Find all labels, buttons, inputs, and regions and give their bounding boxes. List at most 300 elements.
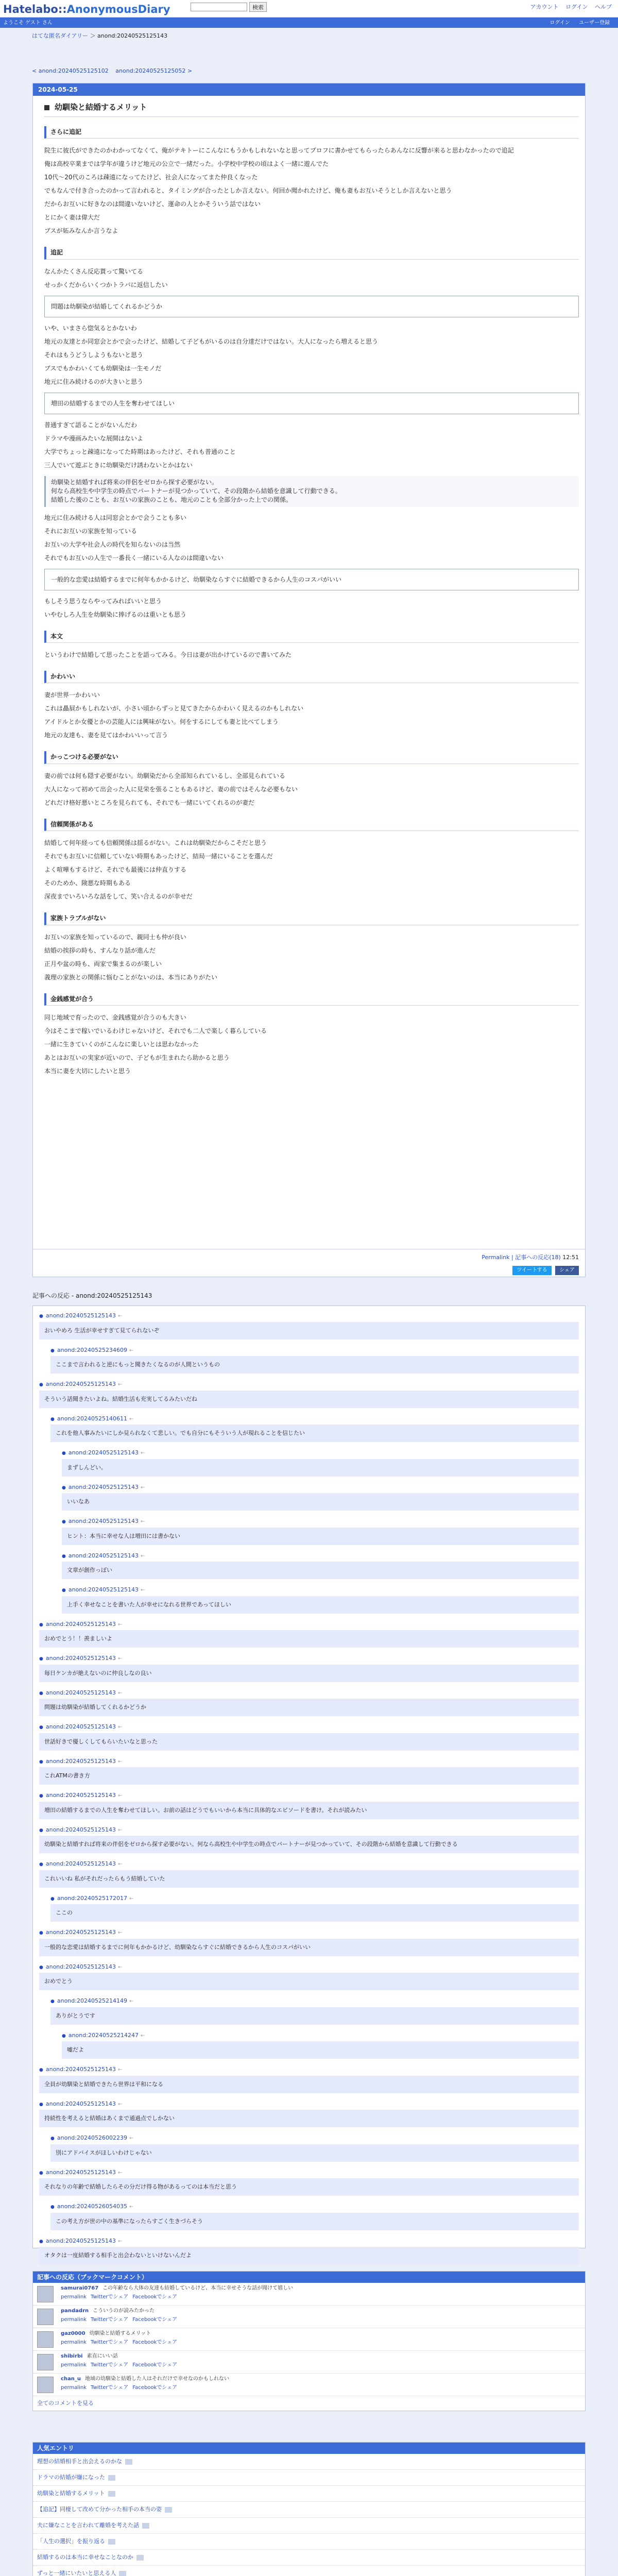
response-node <box>62 1517 579 1545</box>
section-heading: 追記 <box>44 247 579 259</box>
responses-tree <box>32 1306 586 2259</box>
bookmark-meta-link[interactable]: permalink <box>61 2316 87 2323</box>
response-text: これを他人事みたいにしか見られなくて悲しい。でも自分にもそういう人が現れることを信じたい <box>50 1425 579 1442</box>
response-id-link[interactable]: ● anond:20240525125143 <box>62 1552 139 1559</box>
response-header <box>39 1757 579 1766</box>
entry-article <box>32 83 586 1277</box>
entry-list-item <box>33 2486 585 2502</box>
quote-line: 増田の結婚するまでの人生を奪わせてほしい <box>51 399 175 407</box>
bookmark-user[interactable]: chan_u <box>61 2376 81 2382</box>
response-node <box>39 1962 579 1991</box>
bookmark-user[interactable]: gaz0000 <box>61 2331 85 2336</box>
bookmark-count-icon[interactable] <box>108 2539 115 2545</box>
response-header <box>50 1894 579 1903</box>
response-node <box>50 1414 579 1443</box>
responses-section <box>32 1292 586 2259</box>
response-header <box>62 2031 579 2040</box>
nav-account[interactable]: アカウント <box>530 4 559 10</box>
response-text: おめでとう！！羨ましいよ <box>39 1630 579 1648</box>
body-line: とにかく妻は偉大だ <box>44 214 100 222</box>
response-id-link[interactable]: ● anond:20240525125143 <box>39 2066 116 2073</box>
body-line: 地元に住み続けるのが大きいと思う <box>44 378 144 385</box>
body-line: でもなんで付き合ったのかって言われると、タイミングが合ったとしか言えない。何回か聞かれたけど、俺も妻もお互いそうとしか言えないと思う <box>44 187 452 195</box>
response-header <box>39 1654 579 1663</box>
bookmark-count-icon[interactable] <box>108 2475 115 2481</box>
body-line: ブスが妬みなんか言うなよ <box>44 227 118 235</box>
popular-list <box>33 2454 585 2576</box>
response-text: 上手く幸せなことを書いた人が幸せになれる世界であってほしい <box>62 1596 579 1614</box>
response-node <box>39 1757 579 1785</box>
reply-arrow-icon[interactable]: ← <box>117 1690 123 1696</box>
bookmark-comment: 素直にいい話 <box>87 2353 118 2359</box>
body-line: これは贔屓かもしれないが、小さい頃からずっと見てきたからかわいく見えるのかもしれない <box>44 705 304 713</box>
reply-arrow-icon[interactable]: ← <box>140 1587 145 1594</box>
search-button[interactable]: 検索 <box>249 2 267 12</box>
entry-list-item <box>33 2534 585 2550</box>
response-header <box>50 1346 579 1355</box>
response-header <box>39 1311 579 1320</box>
response-id-link[interactable]: ● anond:20240525125143 <box>39 1929 116 1936</box>
reply-arrow-icon[interactable]: ← <box>117 1964 123 1970</box>
response-node <box>39 1928 579 1956</box>
header-nav <box>525 3 612 11</box>
response-text: 嘘だよ <box>62 2041 579 2059</box>
section-heading: 家族トラブルがない <box>44 912 579 925</box>
note-box <box>44 476 579 507</box>
bookmark-meta-link[interactable]: Twitterでシェア <box>91 2294 129 2300</box>
bookmark-meta-link[interactable]: Facebookでシェア <box>132 2339 178 2345</box>
response-text: ここまで言われると逆にもっと聞きたくなるのが人間というもの <box>50 1356 579 1374</box>
response-header <box>39 1825 579 1835</box>
entry-list-link[interactable]: 「人生の選択」を振り返る <box>37 2538 105 2545</box>
response-node <box>39 2099 579 2128</box>
response-header <box>62 1448 579 1458</box>
bookmark-meta <box>61 2362 581 2369</box>
body-line: 10代〜20代のころは疎遠になってたけど、社会人になってまた仲良くなった <box>44 174 258 181</box>
reply-arrow-icon[interactable]: ← <box>117 2067 123 2073</box>
entry-list-link[interactable]: ドラマの結婚が嫌になった <box>37 2474 105 2481</box>
response-text: ありがとうです <box>50 2007 579 2025</box>
sub-header-bar <box>0 18 618 28</box>
entry-list-link[interactable]: 結婚するのは本当に幸せなことなのか <box>37 2554 133 2561</box>
response-text: 持続性を考えると結婚はあくまで通過点でしかない <box>39 2110 579 2127</box>
response-id-link[interactable]: ● anond:20240526002239 <box>50 2134 127 2141</box>
response-id-link[interactable]: ● anond:20240525172017 <box>50 1895 127 1902</box>
body-line: 深夜までいろいろな話をして、笑い合えるのが幸せだ <box>44 893 193 901</box>
bookmark-user[interactable]: pandadrn <box>61 2308 89 2314</box>
response-header <box>50 1414 579 1423</box>
body-line: よく喧嘩もするけど、それでも最後には仲直りする <box>44 866 187 874</box>
response-id-link[interactable]: ● anond:20240525125143 <box>39 2238 116 2244</box>
bookmark-item <box>33 2351 585 2374</box>
response-id-link[interactable]: ● anond:20240525125143 <box>39 1723 116 1730</box>
body-line: 結婚して何年経っても信頼関係は揺るがない。これは幼馴染だからこそだと思う <box>44 839 267 847</box>
reply-arrow-icon[interactable]: ← <box>117 1793 123 1799</box>
body-line: なんかたくさん反応貰って驚いてる <box>44 267 144 275</box>
body-line: 地元に住み続ける人は同窓会とかで会うことも多い <box>44 514 187 521</box>
response-header <box>62 1551 579 1561</box>
bookmark-count-icon[interactable] <box>108 2491 115 2497</box>
body-line: それにお互いの家族を知っている <box>44 527 138 535</box>
response-node <box>62 2031 579 2059</box>
entry-date: 2024-05-25 <box>33 83 585 96</box>
response-node <box>62 1448 579 1477</box>
site-logo[interactable] <box>3 2 170 17</box>
response-id-link[interactable]: ● anond:20240525125143 <box>39 2169 116 2176</box>
response-node <box>39 1311 579 1340</box>
response-text: 全員が幼馴染と結婚できたら世界は平和になる <box>39 2076 579 2093</box>
prev-entry-link[interactable]: < anond:20240525125102 <box>32 67 109 74</box>
response-id-link[interactable]: ● anond:20240525125143 <box>39 1758 116 1765</box>
body-line: 大人になって初めて出会った人に見栄を張ることもあるけど、妻の前ではそんな必要もない <box>44 785 298 793</box>
response-text: それなりの年齢で結婚したらその分だけ得る物があるってのは本当だと思う <box>39 2178 579 2196</box>
body-line: ドラマや漫画みたいな展開はないよ <box>44 434 144 442</box>
response-id-link[interactable]: ● anond:20240525125143 <box>62 1484 139 1490</box>
response-node <box>39 1620 579 1648</box>
body-line: 妻の前では何も隠す必要がない。幼馴染だから全部知られているし、全部見られている <box>44 772 286 779</box>
avatar[interactable] <box>37 2286 54 2302</box>
response-header <box>39 1791 579 1800</box>
reply-arrow-icon[interactable]: ← <box>117 1656 123 1662</box>
response-node <box>39 1859 579 1888</box>
entry-list-item <box>33 2550 585 2566</box>
body-line: 妻が世界一かわいい <box>44 691 100 699</box>
bookmark-comment: 幼馴染と結婚するメリット <box>89 2331 151 2336</box>
reply-arrow-icon[interactable]: ← <box>140 1553 145 1559</box>
reply-arrow-icon[interactable]: ← <box>117 1861 123 1868</box>
section-heading: 本文 <box>44 631 579 643</box>
response-id-link[interactable]: ● anond:20240525125143 <box>39 1963 116 1970</box>
bar-login-link[interactable]: ログイン <box>550 20 570 26</box>
response-header <box>39 2168 579 2177</box>
share-button[interactable]: シェア <box>555 1266 579 1276</box>
response-header <box>62 1585 579 1595</box>
entry-body <box>33 126 585 1078</box>
response-header <box>39 1688 579 1698</box>
body-line: 三人でいて遊ぶときに幼馴染だけ誘わないとかはない <box>44 461 193 469</box>
body-line: 本当に妻を大切にしたいと思う <box>44 1067 131 1075</box>
response-text: 問題は幼馴染が結婚してくれるかどうか <box>39 1699 579 1716</box>
logo-text-b: AnonymousDiary <box>66 3 170 15</box>
response-id-link[interactable]: ● anond:20240525140611 <box>50 1415 127 1422</box>
bookmark-meta-link[interactable]: permalink <box>61 2362 87 2368</box>
response-header <box>39 1859 579 1869</box>
body-line: 正月や盆の時も、両家で集まるのが楽しい <box>44 960 162 968</box>
response-node <box>62 1483 579 1511</box>
response-text: ヒント：本当に幸せな人は増田には書かない <box>62 1528 579 1545</box>
popular-heading: 人気エントリ <box>33 2443 585 2454</box>
bookmark-meta-link[interactable]: Facebookでシェア <box>132 2316 178 2323</box>
entry-list-item <box>33 2502 585 2518</box>
body-line: 普通すぎて語ることがないんだわ <box>44 421 138 429</box>
response-node <box>39 1791 579 1819</box>
body-line: どれだけ格好悪いところを見られても、それでも一緒にいてくれるのが妻だ <box>44 799 255 806</box>
response-node <box>50 2202 579 2230</box>
response-id-link[interactable]: ● anond:20240525125143 <box>39 1655 116 1662</box>
response-text: まずしんどい。 <box>62 1459 579 1477</box>
quote-box <box>44 296 579 317</box>
bookmark-line <box>61 2376 581 2383</box>
bookmark-list <box>33 2283 585 2396</box>
response-text: 増田の結婚するまでの人生を奪わせてほしい。お前の話はどうでもいいから本当に具体的なエピソードを書け。それが読みたい <box>39 1802 579 1819</box>
reply-arrow-icon[interactable]: ← <box>117 1827 123 1833</box>
body-line: 地元の友達とか同窓会とかで会ったけど、結婚して子どもがいるのは自分達だけではない。大人になったら増えると思う <box>44 337 379 345</box>
reply-arrow-icon[interactable]: ← <box>117 1313 123 1319</box>
body-line: そのためか、険悪な時期もある <box>44 879 131 887</box>
body-line: 今はそこまで稼いでいるわけじゃないけど、それでも二人で楽しく暮らしている <box>44 1027 267 1035</box>
entry-list-link[interactable]: ずっと一緒にいたいと思える人 <box>37 2570 116 2576</box>
bookmark-more-link[interactable]: 全てのコメントを見る <box>37 2400 94 2406</box>
entry-time: 12:51 <box>562 1254 579 1261</box>
entry-list-link[interactable]: 理想の結婚相手と出会えるのかな <box>37 2458 122 2465</box>
body-line: 結婚の挨拶の時も、すんなり話が進んだ <box>44 946 156 954</box>
quote-line: 結婚した後のことも、お互いの家族のことも、地元のことも全部分かった上での関係。 <box>51 496 293 504</box>
response-id-link[interactable]: ● anond:20240525125143 <box>62 1449 139 1456</box>
bookmark-line <box>61 2308 581 2315</box>
bookmark-meta-link[interactable]: permalink <box>61 2384 87 2391</box>
bookmark-comment: この年齢なら大体の友達も結婚しているけど、本当に幸せそうな話が聞けて嬉しい <box>102 2285 294 2291</box>
entry-title <box>44 102 579 117</box>
bookmark-comments <box>32 2271 586 2411</box>
bookmark-count-icon[interactable] <box>119 2571 126 2576</box>
bookmark-meta <box>61 2339 581 2347</box>
response-text: 幼馴染と結婚すれば将来の伴侶をゼロから探す必要がない。何なら高校生や中学生の時点でパートナーが見つかっていて、その段階から結婚を意識して行動できる <box>39 1836 579 1853</box>
response-text: 毎日ケンカが絶えないのに仲良しなの良い <box>39 1665 579 1682</box>
reply-arrow-icon[interactable]: ← <box>129 2204 134 2210</box>
quote-line: 幼馴染と結婚すれば将来の伴侶をゼロから探す必要がない。 <box>51 478 218 486</box>
response-id-link[interactable]: ● anond:20240526054035 <box>50 2203 127 2210</box>
reply-arrow-icon[interactable]: ← <box>117 1382 123 1388</box>
response-node <box>50 2133 579 2162</box>
bookmark-meta-link[interactable]: Facebookでシェア <box>132 2294 178 2300</box>
bookmark-meta <box>61 2384 581 2392</box>
bookmark-count-icon[interactable] <box>125 2459 132 2465</box>
quote-box <box>44 569 579 590</box>
bookmark-meta-link[interactable]: permalink <box>61 2339 87 2345</box>
tweet-button[interactable]: ツイートする <box>512 1266 551 1276</box>
response-id-link[interactable]: ● anond:20240525125143 <box>62 1586 139 1593</box>
response-node <box>62 1585 579 1614</box>
body-line: 義理の家族との関係に悩むことがないのは、本当にありがたい <box>44 973 218 981</box>
bookmark-count-icon[interactable] <box>142 2523 149 2529</box>
response-header <box>39 2065 579 2074</box>
bookmark-count-icon[interactable] <box>165 2507 172 2513</box>
response-text: おいやめろ 生活が幸せすぎて見てられないぞ <box>39 1322 579 1340</box>
response-id-link[interactable]: ● anond:20240525125143 <box>62 1518 139 1524</box>
body-line: それでもお互いに信頼していない時期もあったけど、結局一緒にいることを選んだ <box>44 853 273 860</box>
reply-arrow-icon[interactable]: ← <box>117 1930 123 1936</box>
reply-arrow-icon[interactable]: ← <box>140 2032 145 2039</box>
response-id-link[interactable]: ● anond:20240525125143 <box>39 1826 116 1833</box>
body-line: それはもうどうしようもないと思う <box>44 351 144 359</box>
avatar[interactable] <box>37 2377 54 2393</box>
response-id-link[interactable]: ● anond:20240525125143 <box>39 1621 116 1628</box>
section-heading: 金銭感覚が合う <box>44 993 579 1006</box>
next-entry-link[interactable]: anond:20240525125052 > <box>115 67 193 74</box>
response-node <box>50 1996 579 2025</box>
avatar[interactable] <box>37 2354 54 2370</box>
bookmark-meta-link[interactable]: Twitterでシェア <box>91 2316 129 2323</box>
response-id-link[interactable]: ● anond:20240525214149 <box>50 1997 127 2004</box>
bookmark-user[interactable]: samurai0767 <box>61 2285 99 2291</box>
reply-arrow-icon[interactable]: ← <box>140 1519 145 1525</box>
section-heading: かっこつける必要がない <box>44 751 579 764</box>
response-node <box>50 1346 579 1374</box>
reply-arrow-icon[interactable]: ← <box>129 1416 134 1422</box>
bookmark-line <box>61 2285 581 2293</box>
body-line: 地元の友達も、妻を見てはかわいいって言う <box>44 732 168 739</box>
response-text: そういう話聞きたいよね。結婚生活も充実してるみたいだね <box>39 1391 579 1408</box>
body-line: 院生に彼氏ができたのかわかってなくて、俺がテキトーにこんなにもうかもしれないなと思ってプロフに書かせてもらったらあんなに反響が来ると思わなかったので追記 <box>44 147 514 155</box>
popular-entries <box>32 2442 586 2576</box>
response-text: おめでとう <box>39 1973 579 1990</box>
breadcrumb-current: anond:20240525125143 <box>97 32 168 39</box>
bookmark-meta <box>61 2316 581 2324</box>
reply-arrow-icon[interactable]: ← <box>129 1895 134 1902</box>
response-header <box>62 1483 579 1492</box>
response-node <box>39 1722 579 1751</box>
entry-title-text[interactable]: 幼馴染と結婚するメリット <box>55 103 147 112</box>
reply-arrow-icon[interactable]: ← <box>129 2136 134 2142</box>
reply-arrow-icon[interactable]: ← <box>117 1724 123 1731</box>
response-text: 別にアドバイスがほしいわけじゃない <box>50 2144 579 2162</box>
section-heading: 信頼関係がある <box>44 819 579 831</box>
response-id-link[interactable]: ● anond:20240525125143 <box>39 1689 116 1696</box>
entry-list-item <box>33 2470 585 2486</box>
bookmark-meta-link[interactable]: Twitterでシェア <box>91 2384 129 2391</box>
response-text: いいなあ <box>62 1493 579 1511</box>
reply-arrow-icon[interactable]: ← <box>117 2170 123 2176</box>
bookmark-count-icon[interactable] <box>136 2555 144 2561</box>
reply-arrow-icon[interactable]: ← <box>117 1621 123 1628</box>
entry-footer <box>33 1249 585 1277</box>
response-header <box>50 2133 579 2143</box>
response-header <box>39 1962 579 1972</box>
reply-arrow-icon[interactable]: ← <box>117 2101 123 2107</box>
reply-arrow-icon[interactable]: ← <box>129 1347 134 1353</box>
pager <box>32 67 192 75</box>
response-text: 文章が創作っぽい <box>62 1562 579 1579</box>
avatar[interactable] <box>37 2309 54 2325</box>
entry-list-item <box>33 2518 585 2534</box>
body-line: いや、いまさら惚気るとかないわ <box>44 324 137 332</box>
quote-line: 一般的な恋愛は結婚するまでに何年もかかるけど、幼馴染ならすぐに結婚できるから人生のコスパがいい <box>51 575 342 583</box>
entry-list-link[interactable]: 幼馴染と結婚するメリット <box>37 2490 105 2497</box>
response-header <box>39 1380 579 1389</box>
logo-text-a: Hatelabo:: <box>3 3 67 15</box>
response-node <box>50 1894 579 1922</box>
response-node <box>39 2168 579 2196</box>
body-line: せっかくだからいくつかトラバに返信したい <box>44 281 168 289</box>
bookmark-meta-link[interactable]: Facebookでシェア <box>132 2384 178 2391</box>
response-text: 一般的な恋愛は結婚するまでに何年もかかるけど、幼馴染ならすぐに結婚できるから人生のコスパがいい <box>39 1939 579 1956</box>
response-text: オタクは一度結婚する相手と出会わないといけないんだよ <box>39 2247 579 2264</box>
body-line: ブスでもかわいくても幼馴染は一生モノだ <box>44 364 162 372</box>
body-line: それでもお互いの人生で一番長く一緒にいる人なのは間違いない <box>44 554 224 562</box>
response-header <box>39 1620 579 1629</box>
response-id-link[interactable]: ● anond:20240525125143 <box>39 1312 116 1319</box>
reply-arrow-icon[interactable]: ← <box>117 2238 123 2244</box>
response-id-link[interactable]: ● anond:20240525234609 <box>50 1347 127 1353</box>
body-line: いやむしろ人生を幼馴染に捧げるのは重いとも思う <box>44 611 187 618</box>
response-node <box>39 2065 579 2093</box>
body-line: だからお互いに好きなのは間違いないけど、運命の人とかそういう話ではない <box>44 200 261 208</box>
avatar[interactable] <box>37 2331 54 2348</box>
reply-arrow-icon[interactable]: ← <box>140 1484 145 1490</box>
bookmark-meta-link[interactable]: Twitterでシェア <box>91 2362 129 2368</box>
body-line: 同じ地域で育ったので、金銭感覚が合うのも大きい <box>44 1014 186 1022</box>
reply-arrow-icon[interactable]: ← <box>117 1758 123 1765</box>
response-id-link[interactable]: ● anond:20240525125143 <box>39 1860 116 1867</box>
bookmark-user[interactable]: shibirbi <box>61 2353 83 2359</box>
reply-arrow-icon[interactable]: ← <box>140 1450 145 1456</box>
bookmark-comment: こういうのが読みたかった <box>93 2308 155 2314</box>
responses-heading: 記事への反応 - anond:20240525125143 <box>32 1292 152 1299</box>
nav-login[interactable]: ログイン <box>565 4 588 10</box>
response-id-link[interactable]: ● anond:20240525214247 <box>62 2032 139 2039</box>
response-node <box>39 1380 579 1408</box>
title-square-icon <box>44 105 49 110</box>
nav-help[interactable]: ヘルプ <box>595 4 612 10</box>
response-header <box>39 2236 579 2246</box>
bookmark-meta-link[interactable]: permalink <box>61 2294 87 2300</box>
body-line: お互いの大学や社会人の時代を知らないのは当然 <box>44 540 181 548</box>
quote-line: 問題は幼馴染が結婚してくれるかどうか <box>51 302 163 310</box>
entry-list-link[interactable]: 夫に嫌なことを言われて離婚を考えた話 <box>37 2522 139 2529</box>
section-heading: かわいい <box>44 671 579 683</box>
response-node <box>62 1551 579 1580</box>
response-text: これいいね 私がそれだったらもう結婚していた <box>39 1870 579 1888</box>
bookmark-comment: 地域の幼馴染と結婚した人はそれだけで幸せなのかもしれない <box>85 2376 230 2382</box>
welcome-text: ようこそ ゲスト さん <box>3 20 53 26</box>
breadcrumb <box>32 32 167 40</box>
body-line: 大学でちょっと疎遠になってた時期はあったけど、それも普通のこと <box>44 448 236 455</box>
response-id-link[interactable]: ● anond:20240525125143 <box>39 1792 116 1799</box>
site-header <box>0 0 618 18</box>
search-input[interactable] <box>191 3 247 11</box>
response-node <box>39 1688 579 1717</box>
body-line: 俺は高校卒業までは学年が違うけど地元の公立で一緒だった。小学校中学校の頃はよく一緒に遊んでた <box>44 160 329 168</box>
response-id-link[interactable]: ● anond:20240525125143 <box>39 2100 116 2107</box>
breadcrumb-sep: ＞ <box>90 32 96 39</box>
section-heading: さらに追記 <box>44 126 579 139</box>
response-text: ここの <box>50 1904 579 1922</box>
response-header <box>62 1517 579 1526</box>
response-text: この考え方が世の中の基準になったらすごく生きづらそう <box>50 2213 579 2230</box>
response-header <box>50 2202 579 2211</box>
permalink[interactable]: Permalink | 記事への反応(18) <box>482 1254 561 1261</box>
body-line: 一緒に生きていくのがこんなに楽しいとは思わなかった <box>44 1041 199 1048</box>
reply-arrow-icon[interactable]: ← <box>129 1998 134 2005</box>
bookmark-line <box>61 2330 581 2338</box>
quote-box <box>44 393 579 414</box>
breadcrumb-home[interactable]: はてな匿名ダイアリー <box>32 32 89 39</box>
quote-line: 何なら高校生や中学生の時点でパートナーが見つかっていて、その段階から結婚を意識して行動できる。 <box>51 487 341 495</box>
body-line: というわけで結婚して思ったことを語ってみる。今日は妻が出かけているので書いてみた <box>44 651 292 659</box>
bookmark-meta-link[interactable]: Facebookでシェア <box>132 2362 178 2368</box>
bookmark-item <box>33 2374 585 2396</box>
entry-list-link[interactable]: 【追記】同棲して改めて分かった相手の本当の姿 <box>37 2506 162 2513</box>
bar-register-link[interactable]: ユーザー登録 <box>579 20 610 26</box>
response-header <box>39 1722 579 1732</box>
response-header <box>50 1996 579 2006</box>
bookmark-heading: 記事への反応（ブックマークコメント） <box>33 2272 585 2283</box>
response-id-link[interactable]: ● anond:20240525125143 <box>39 1381 116 1387</box>
bookmark-item <box>33 2283 585 2306</box>
bookmark-meta <box>61 2294 581 2301</box>
bookmark-meta-link[interactable]: Twitterでシェア <box>91 2339 129 2345</box>
body-line: もしそう思うならやってみればいいと思う <box>44 597 162 605</box>
